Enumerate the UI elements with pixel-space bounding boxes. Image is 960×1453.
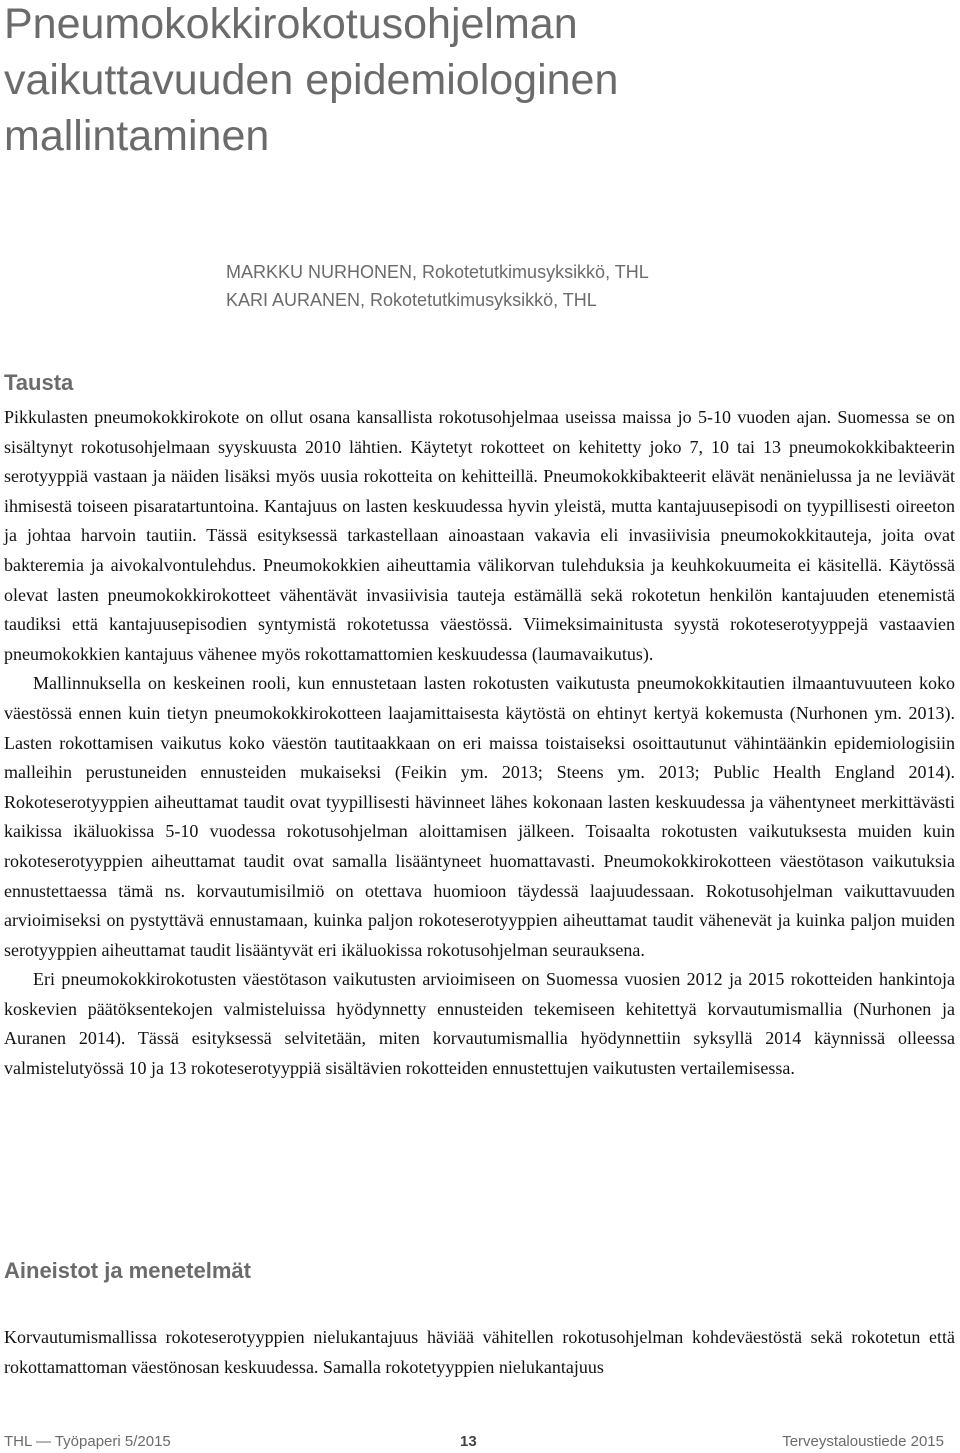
body-paragraph: Mallinnuksella on keskeinen rooli, kun ennustetaan lasten rokotusten vaikutusta pneumokokkitautien ilmaantuvuuteen koko väestössä ennen kuin tietyn pneumokokkirokotteen laajamittaisesta käytöstä on ehtinyt kertyä kokemusta (Nurhonen ym. 2013). Lasten rokottamisen vaikutus koko väestön tautitaakkaan on eri maissa toistaiseksi osoittautunut vähintäänkin epidemiologisiin malleihin perustuneiden ennusteiden mukaiseksi (Feikin ym. 2013; Steens ym. 2013; Public Health England 2014). Rokoteserotyyppien aiheuttamat taudit ovat tyypillisesti hävinneet lähes kokonaan lasten keskuudessa ja vähentyneet merkittävästi kaikissa ikäluokissa 5-10 vuodessa rokotusohjelman aloittamisen jälkeen. Toisaalta rokotusten vaikutuksesta muiden kuin rokoteserotyyppien aiheuttamat taudit ovat samalla lisääntyneet huomattavasti. Pneumokokkirokotteen väestötason vaikutuksia ennustettaessa tämä ns. korvautumisilmiö on otettava huomioon täydessä laajuudessaan. Rokotusohjelman vaikuttavuuden arvioimiseksi on pystyttävä ennustamaan, kuinka paljon rokoteserotyyppien aiheuttamat taudit vähenevät ja kuinka paljon muiden serotyyppien aiheuttamat taudit lisääntyvät eri ikäluokissa rokotusohjelman seurauksena. [4, 673, 955, 960]
body-paragraph: Eri pneumokokkirokotusten väestötason vaikutusten arvioimiseen on Suomessa vuosien 2012 ja 2015 rokotteiden hankintoja koskevien päätöksentekojen valmisteluissa hyödynnetty ennusteiden tekemiseen kehitettyä korvautumismallia (Nurhonen ja Auranen 2014). Tässä esityksessä selvitetään, miten korvautumismallia hyödynnettiin syksyllä 2014 käynnissä olleessa valmistelutyössä 10 ja 13 rokoteserotyyppiä sisältävien rokotteiden ennustettujen vaikutusten vertailemisessa. [4, 969, 955, 1079]
footer-series: Terveystaloustiede 2015 [782, 1433, 944, 1450]
section-heading-aineistot: Aineistot ja menetelmät [4, 1258, 251, 1283]
author-list [226, 258, 649, 314]
title-line: Pneumokokkirokotusohjelman [4, 0, 578, 48]
title-line: mallintaminen [4, 112, 270, 160]
body-paragraph: Pikkulasten pneumokokkirokote on ollut osana kansallista rokotusohjelmaa useissa maissa jo 5-10 vuoden ajan. Suomessa se on sisältynyt rokotusohjelmaan syyskuusta 2010 lähtien. Käytetyt rokotteet on kehitetty joko 7, 10 tai 13 pneumokokkibakteerin serotyyppiä vastaan ja näiden lisäksi myös uusia rokotteita on kehitteillä. Pneumokokkibakteerit elävät nenänielussa ja ne leviävät ihmisestä toiseen pisaratartuntoina. Kantajuus on lasten keskuudessa hyvin yleistä, mutta kantajuusepisodi on tyypillisesti oireeton ja johtaa harvoin tautiin. Tässä esityksessä tarkastellaan ainoastaan vakavia eli invasiivisia pneumokokkitauteja, joita ovat bakteremia ja aivokalvontulehdus. Pneumokokkien aiheuttamia välikorvan tulehduksia ja keuhkokuumeita ei käsitellä. Käytössä olevat lasten pneumokokkirokotteet vähentävät invasiivisia tauteja estämällä sekä rokotetun henkilön kantajuuden etenemistä taudiksi että kantajuusepisodien syntymistä rokotetussa väestössä. Viimeksimainitusta syystä rokoteserotyyppejä vastaavien pneumokokkien kantajuus vähenee myös rokottamattomien keskuudessa (laumavaikutus). [4, 407, 955, 664]
body-paragraph: Korvautumismallissa rokoteserotyyppien nielukantajuus häviää vähitellen rokotusohjelman kohdeväestöstä sekä rokotetun että rokottamattoman väestönosan keskuudessa. Samalla rokotetyyppien nielukantajuus [4, 1327, 955, 1377]
document-title [4, 0, 944, 164]
page-number: 13 [460, 1433, 477, 1450]
title-line: vaikuttavuuden epidemiologinen [4, 56, 619, 104]
author-line: MARKKU NURHONEN, Rokotetutkimusyksikkö, THL [226, 262, 649, 282]
section-heading-tausta: Tausta [4, 370, 74, 395]
footer-publication: THL — Työpaperi 5/2015 [4, 1433, 171, 1450]
page-footer [4, 1431, 944, 1453]
section-body-aineistot [4, 1323, 955, 1382]
author-line: KARI AURANEN, Rokotetutkimusyksikkö, THL [226, 290, 597, 310]
section-body-tausta [4, 403, 955, 1084]
